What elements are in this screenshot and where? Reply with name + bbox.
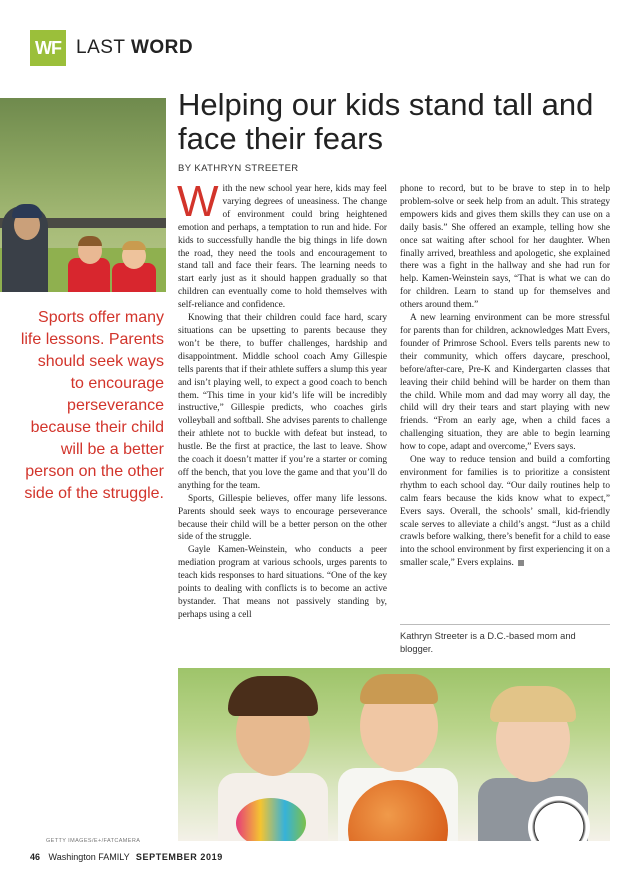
- drop-cap: W: [177, 177, 219, 226]
- volleyball-icon: [236, 798, 306, 841]
- paragraph: [177, 177, 387, 312]
- photo-credit: GETTY IMAGES/E+/FATCAMERA: [46, 838, 141, 844]
- paragraph-text: One way to reduce tension and build a comforting environment for families is to prioritize a consistent rhythm to each school day. “Our daily routines help to calm fears because the kids know what to expect,” Evers says. Overall, the schools’ small, kid-friendly scale serves to alleviate a child’s angst. “Just as a child crawls before walking, there’s benefit for a child to ease into the school environment by first experiencing it on a smaller scale,” Evers explains.: [400, 455, 610, 569]
- paragraph: phone to record, but to be brave to step in to help problem-solve or seek help from an adult. This strategy empowers kids and gives them skills they can use on a daily basis.” She offered an example, telling how she once sat waiting after school for her daughter. When finally arrived, breathless and apologetic, she explained there was a fight in the hallway and she had run for help. Kamen-Weinstein says, “That is what we can do for children. Learn to stand up for themselves and others around them.”: [400, 184, 610, 311]
- boy-hair: [360, 674, 438, 704]
- section-title: [76, 37, 193, 59]
- issue-date: SEPTEMBER 2019: [135, 852, 223, 862]
- pull-quote: Sports offer many life lessons. Parents should seek ways to encourage perseverance because their child will be a better person on the other side of the struggle.: [20, 309, 164, 502]
- kid-hair-right: [122, 241, 146, 250]
- girl-right-hair: [490, 686, 576, 722]
- end-mark-icon: [518, 560, 524, 566]
- paragraph: [400, 454, 610, 570]
- author-bio: Kathryn Streeter is a D.C.-based mom and blogger.: [400, 631, 576, 654]
- section-title-light: LAST: [76, 37, 126, 58]
- kids-with-balls-photo: [178, 668, 610, 841]
- article-column-1: [177, 177, 387, 622]
- publication-name: Washington FAMILY: [48, 852, 130, 862]
- paragraph: Knowing that their children could face hard, scary situations can be upsetting to parents because they won’t be there, to buffer challenges, hardship and disappointment. Middle school coach Amy Gillespie tells parents that if their athlete suffers a slump this year and isn’t playing well, to expect a good coach to bench them. “This time in your kid’s life will be incredibly instructive,” Gillespie predicts, who coaches girls volleyball and softball. She advises parents to challenge their athlete not to buckle with defeat but instead, to hustle. Be the first at practice, the last to leave. Show the coach it doesn’t matter if you’re a starter or coming off the bench, that you love the game and that you’ll do anything for the team.: [178, 313, 387, 491]
- page-number: 46: [30, 852, 41, 862]
- kid-hair-left: [78, 236, 102, 246]
- section-title-bold: WORD: [130, 37, 194, 58]
- bio-divider: [400, 624, 610, 625]
- paragraph: Sports, Gillespie believes, offer many life lessons. Parents should seek ways to encourage perseverance because their child will be a better person on the other side of the struggle.: [178, 493, 387, 543]
- wf-logo: WF: [30, 30, 66, 66]
- coach-and-kids-photo: [0, 98, 166, 292]
- paragraph: Gayle Kamen-Weinstein, who conducts a peer mediation program at various schools, urges parents to teach kids responses to hard situations. “One of the key points to dealing with conflicts is to become an active bystander. That means not passively standing by, perhaps using a cell: [178, 545, 387, 620]
- article-headline: Helping our kids stand tall and face their fears: [178, 87, 594, 156]
- section-header: [30, 30, 193, 66]
- girl-left-hair: [228, 676, 318, 716]
- byline: BY KATHRYN STREETER: [178, 163, 299, 174]
- paragraph: A new learning environment can be more stressful for parents than for children, acknowledges Matt Evers, founder of Primrose School. Evers tells parents new to their community, which offers daycare, preschool, before/after-care, Pre-K and Kindergarten classes that leaving their child behind will be harder on them than the child. While mom and dad may worry all day, the child will dry their tears and start playing with new friends. “From an early age, when a child faces a challenging situation, they are able to begin learning how to cope, adapt and overcome,” Evers says.: [400, 313, 610, 453]
- coach-cap: [12, 204, 42, 218]
- page-footer: [30, 852, 223, 862]
- paragraph-text: ith the new school year here, kids may feel varying degrees of uneasiness. The change of environment could bring heightened emotion and perhaps, a temptation to run and hide. For kids to successfully handle the big things in life down the road, they need the tools and encouragement to stand tall and face their fears. The learning needs to start early just as it should happen gradually so that children can eventually come to hold themselves with self-reliance and confidence.: [178, 184, 387, 311]
- article-column-2: [400, 183, 610, 570]
